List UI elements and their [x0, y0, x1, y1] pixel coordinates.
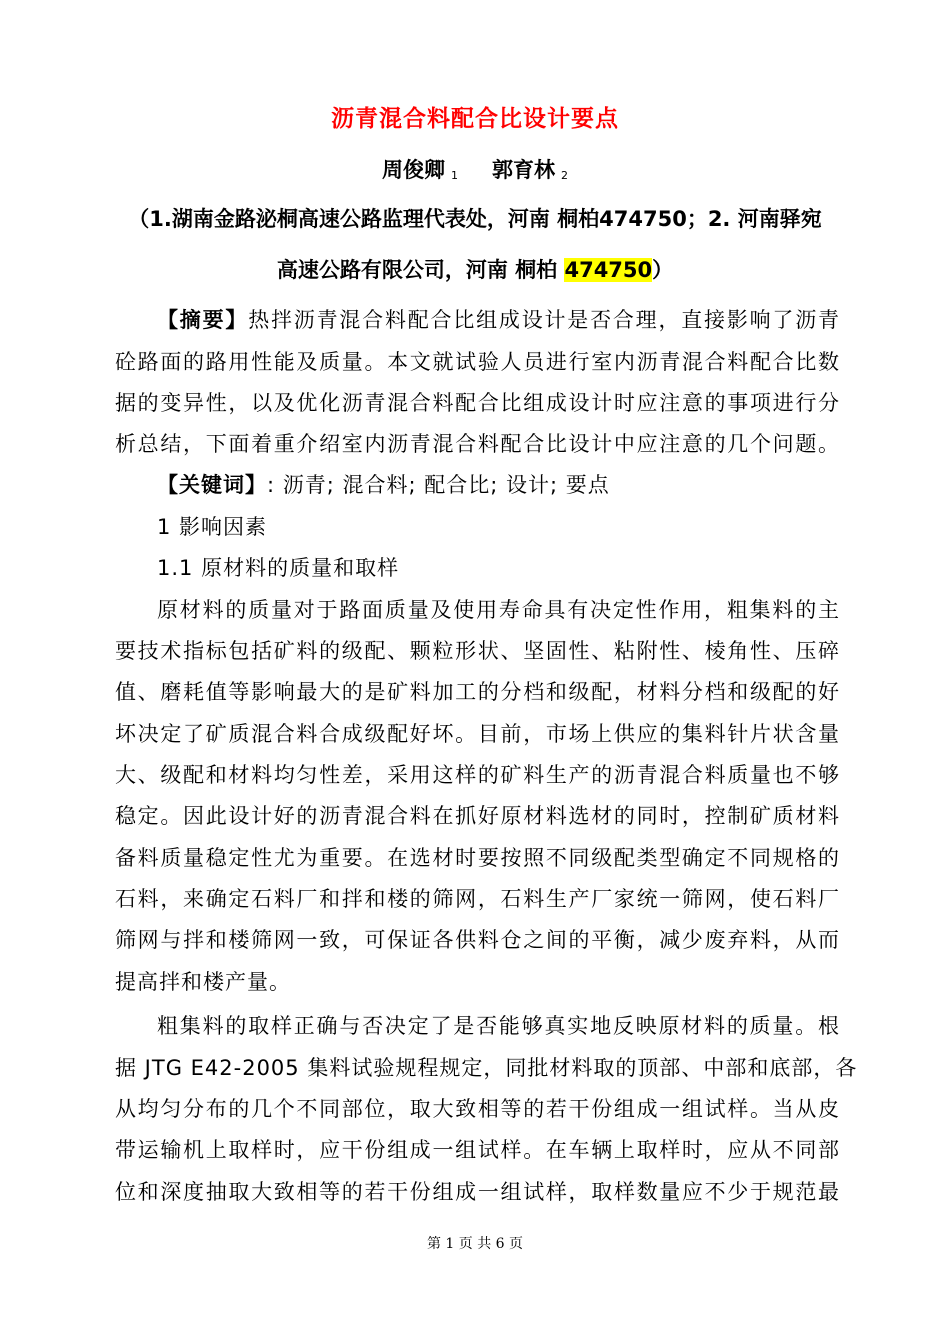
affiliation-text: ）	[652, 258, 674, 282]
paragraph-line: 要技术指标包括矿料的级配、颗粒形状、坚固性、粘附性、棱角性、压碎	[115, 639, 840, 663]
highlighted-postcode: 474750	[564, 258, 653, 282]
subsection-heading: 1.1 原材料的质量和取样	[157, 556, 400, 580]
author-superscript: 1	[451, 169, 458, 182]
paragraph-line: 稳定。因此设计好的沥青混合料在抓好原材料选材的同时，控制矿质材料	[115, 804, 840, 828]
abstract-line: 【摘要】热拌沥青混合料配合比组成设计是否合理，直接影响了沥青	[157, 308, 841, 332]
affiliation-text: 高速公路有限公司，河南 桐柏	[276, 258, 565, 282]
paragraph-line: 值、磨耗值等影响最大的是矿料加工的分档和级配，材料分档和级配的好	[115, 680, 840, 704]
keywords-line	[157, 471, 840, 499]
abstract-line: 据的变异性，以及优化沥青混合料配合比组成设计时应注意的事项进行分	[115, 391, 840, 415]
paragraph-line: 原材料的质量对于路面质量及使用寿命具有决定性作用，粗集料的主	[157, 598, 840, 622]
abstract-line: 砼路面的路用性能及质量。本文就试验人员进行室内沥青混合料配合比数	[115, 350, 840, 374]
paragraph-line: 位和深度抽取大致相等的若干份组成一组试样，取样数量应不少于规范最	[115, 1180, 840, 1204]
author-name: 郭育林	[492, 158, 555, 182]
page-footer: 第 1 页 共 6 页	[426, 1236, 524, 1252]
paragraph-line: 粗集料的取样正确与否决定了是否能够真实地反映原材料的质量。根	[157, 1014, 840, 1038]
author-name: 周俊卿	[382, 158, 445, 182]
paragraph-line: 据 JTG E42-2005 集料试验规程规定，同批材料取的顶部、中部和底部，各	[115, 1056, 858, 1080]
affiliation-line	[0, 254, 950, 284]
abstract-label: 【摘要】	[157, 308, 249, 332]
abstract-line: 析总结，下面着重介绍室内沥青混合料配合比设计中应注意的几个问题。	[115, 432, 840, 456]
paragraph-line: 提高拌和楼产量。	[115, 970, 291, 994]
section-heading: 1 影响因素	[157, 515, 268, 539]
paragraph-line: 大、级配和材料均匀性差，采用这样的矿料生产的沥青混合料质量也不够	[115, 763, 840, 787]
paragraph-line: 石料，来确定石料厂和拌和楼的筛网，石料生产厂家统一筛网，使石料厂	[115, 887, 840, 911]
paragraph-line: 坏决定了矿质混合料合成级配好坏。目前，市场上供应的集料针片状含量	[115, 722, 840, 746]
page-title: 沥青混合料配合比设计要点	[331, 106, 619, 132]
paragraph-line: 备料质量稳定性尤为重要。在选材时要按照不同级配类型确定不同规格的	[115, 846, 840, 870]
author-superscript: 2	[561, 169, 568, 182]
author-line	[0, 154, 950, 184]
paragraph-line: 从均匀分布的几个不同部位，取大致相等的若干份组成一组试样。当从皮	[115, 1097, 840, 1121]
keywords-text: : 沥青; 混合料; 配合比; 设计; 要点	[267, 473, 610, 497]
keywords-label: 【关键词】	[157, 473, 267, 497]
paragraph-line: 筛网与拌和楼筛网一致，可保证各供料仓之间的平衡，减少废弃料，从而	[115, 928, 840, 952]
paragraph-line: 带运输机上取样时，应干份组成一组试样。在车辆上取样时，应从不同部	[115, 1138, 840, 1162]
affiliation-line: （1.湖南金路泌桐高速公路监理代表处，河南 桐柏474750；2. 河南驿宛	[128, 207, 822, 231]
